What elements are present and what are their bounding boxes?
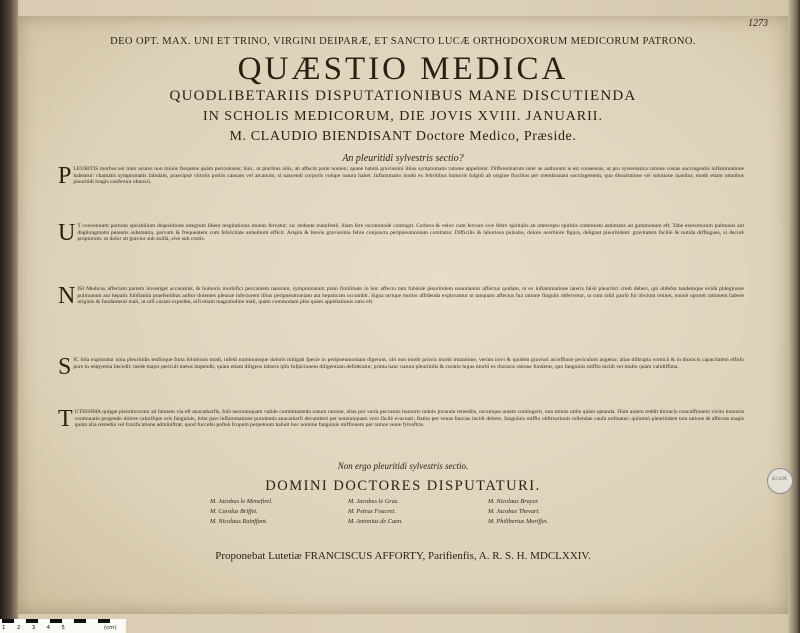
drop-cap: T <box>58 409 73 432</box>
ruler-unit: (cm) <box>104 625 117 631</box>
paragraph-text: T conveniunti partium spirabilium dispositione integrum libere respirationis munus fervatur; sic lædente manifestè, illam fere incommodè contingit. Cerbera & velox cum fervore sive febre spiritalis ab intercepto spiritûs commeatu asthmatis ad gummonum eft. Tabe exercetorum pulmonis aut diaphragmatis petentis substantia, parvum & frequentem cum febricitate anhelitum efficit. Ampla & brevis gravissima febre conjuncta peripneumoniam comitatur. Difficilis & laboriosa pulsatio, dolore acerbiore figura, delignat pleuritidem: gravitatem faciliè & nutida diffingues, si decorè propiorum, ut dolor sit gravior sub axillà, sive sub costis. <box>77 223 744 243</box>
paragraph-3 <box>58 286 744 352</box>
ruler-bar <box>2 619 122 623</box>
drop-cap: N <box>58 286 76 309</box>
paragraph-4 <box>58 357 744 405</box>
drop-cap: P <box>58 166 72 189</box>
page-title: QUÆSTIO MEDICA <box>237 51 569 87</box>
paragraph-text: UTISSIMA quippe pleuriticorum ad falutem via eft anacatharfis, folà necnumquam valide commitatenda natura ratione, alias pro varià peccantis humoris indole juvanda remediis, utcumque autem contingerit, non minùs utilis quàm optanda. Dùm autem reddit thoracis concuffionem vicini humoris continuatio pergendo dolore calorifque oris fanguinis, folet pars inflammatione purulentis anacatharfi decumberi per nonnunquam vero fàcilè evacuari; ftatim per venas fancias incidi debere, fanguinis miffio obftructionis tollendae caufa ordinatur; quinimò pleuritidem tota ratione & affectas magis quàm alia remedia vel fcarificatione adminiftrat; quod fuccefsi pofteà fcopum perpetuum habuit hoc nomine fanguinis miffionem per ramos venæ fylveftris. <box>74 409 744 429</box>
scale-ruler <box>0 619 126 633</box>
venue-line: IN SCHOLIS MEDICORUM, DIE JOVIS XVIII. JANUARII. <box>203 109 603 124</box>
doctor-name: M. Carolus Briffet. <box>210 508 258 515</box>
drop-cap: U <box>58 223 76 246</box>
doctor-name: M. Nicolaus Brayer. <box>488 498 539 505</box>
paragraph-1 <box>58 166 744 218</box>
doctor-name: M. Jacobus Thevart. <box>488 508 540 515</box>
doctor-name: M. Nicolaus Rainffant. <box>210 518 268 525</box>
doctor-name: M. Petrus Foucret. <box>348 508 396 515</box>
paragraph-5 <box>58 409 744 459</box>
folio-number: 1273 <box>748 18 768 29</box>
library-stamp: B.I.U.M. <box>767 468 793 494</box>
doctor-name: M. Antonius de Caen. <box>348 518 403 525</box>
page-subtitle: QUODLIBETARIIS DISPUTATIONIBUS MANE DISCUTIENDA <box>169 88 637 104</box>
paragraph-text: ISI Medicus affectam partem investiget accuratiùs, & humoris morbifici peccantem naturam, symptomatum plani fimilitudo in hoc affectu tam fubdolè pleuritidem enuntiantur affectus quidam, ut ex inflammatione lateris falsò pleuritici credi deberi, qui obfefsa tandemque evidà phlegmone pulmonum aut hepatis fubftantià praefentibus auftor dolentes pleurae inferiorem illius peripneumoniam aut hepaticam occumbit. Signa utrique morbo affidenda explorantur ut tanquam affectus fua ratione fingulis obfervetur, ut cum nihil paulò fui obvium retinet, nonnè oportet rationem habere originis & fundamenti mali, ut nifi curam expedite, nifi etiam magnitudine mali, quàm commodam plùs quàm appellationis ratio eft. <box>77 286 744 306</box>
imprint-line: Proponebat Lutetiæ FRANCISCUS AFFORTY, Parifienfis, A. R. S. H. MDCLXXIV. <box>215 550 591 562</box>
thesis-question: An pleuritidi sylvestris sectio? <box>342 153 464 164</box>
paragraph-text: LEURITIS morbus est inter acutos non minùs frequens quàm periculosus; huic, ut pluribus aliis, ab affectâ parte nomen; quanè habitâ gravissimi illius symptomatis ratione appellatur. Differentiarum inter se authorum is est consensus, ut pro systematica ratione costas succingentis inflammatione habeatur: chamatis symptomatis fabulam, praecipuè virtutis potiùs causam vel arcanum, si nascendi corporis volupe natura habet. Inflammatio modò ex febrilibus humoris fulgidi ab origine fluxibus per membranam succingentem, quo dissolutione vel solutione inanitur, modò etiam omnibus pleuritidi magis conferunt obnoxii. <box>73 166 744 186</box>
page-edge <box>788 0 800 633</box>
doctor-name: M. Jacobus le Gras. <box>348 498 399 505</box>
doctor-name: M. Philibertus Morifſet. <box>488 518 549 525</box>
doctor-name: M. Jacobus le Meneftrel. <box>210 498 273 505</box>
paragraph-text: IC fola exploratur nota pleuritidis tenfioque furta folutionis modi, infedi numinumque doloris mitigati fpecie in peripneumoniam digerunt, ubi non modò prioris morbi mutatione, verùm novi & quidem graviori acceffione periculum augetur; alias diftrupta vomicâ & in thoracis capacitatem effufo pure in empyema fæcedit; mede major periculi metus impendit, quàm etiam diligens laboris ipfo fufpicionem diligentiam defideratur; prima hanc natura pleuritidis & curatio hujus morbi ex thoracis ratione fundetur, quo fanguinis miffio incidi vel multo quàm validiffima. <box>73 357 744 370</box>
doctors-heading: DOMINI DOCTORES DISPUTATURI. <box>265 478 541 494</box>
ruler-numbers: 1 2 3 4 5 <box>2 625 70 631</box>
book-spine <box>0 0 18 633</box>
paragraph-2 <box>58 223 744 281</box>
drop-cap: S <box>58 357 72 380</box>
conclusion-line: Non ergo pleuritidi sylvestris sectio. <box>337 461 469 471</box>
dedication-line: DEO OPT. MAX. UNI ET TRINO, VIRGINI DEIPARÆ, ET SANCTO LUCÆ ORTHODOXORUM MEDICORUM PATRONO. <box>110 36 696 47</box>
president-line: M. CLAUDIO BIENDISANT Doctore Medico, Præside. <box>229 129 577 144</box>
document-page <box>18 16 788 614</box>
